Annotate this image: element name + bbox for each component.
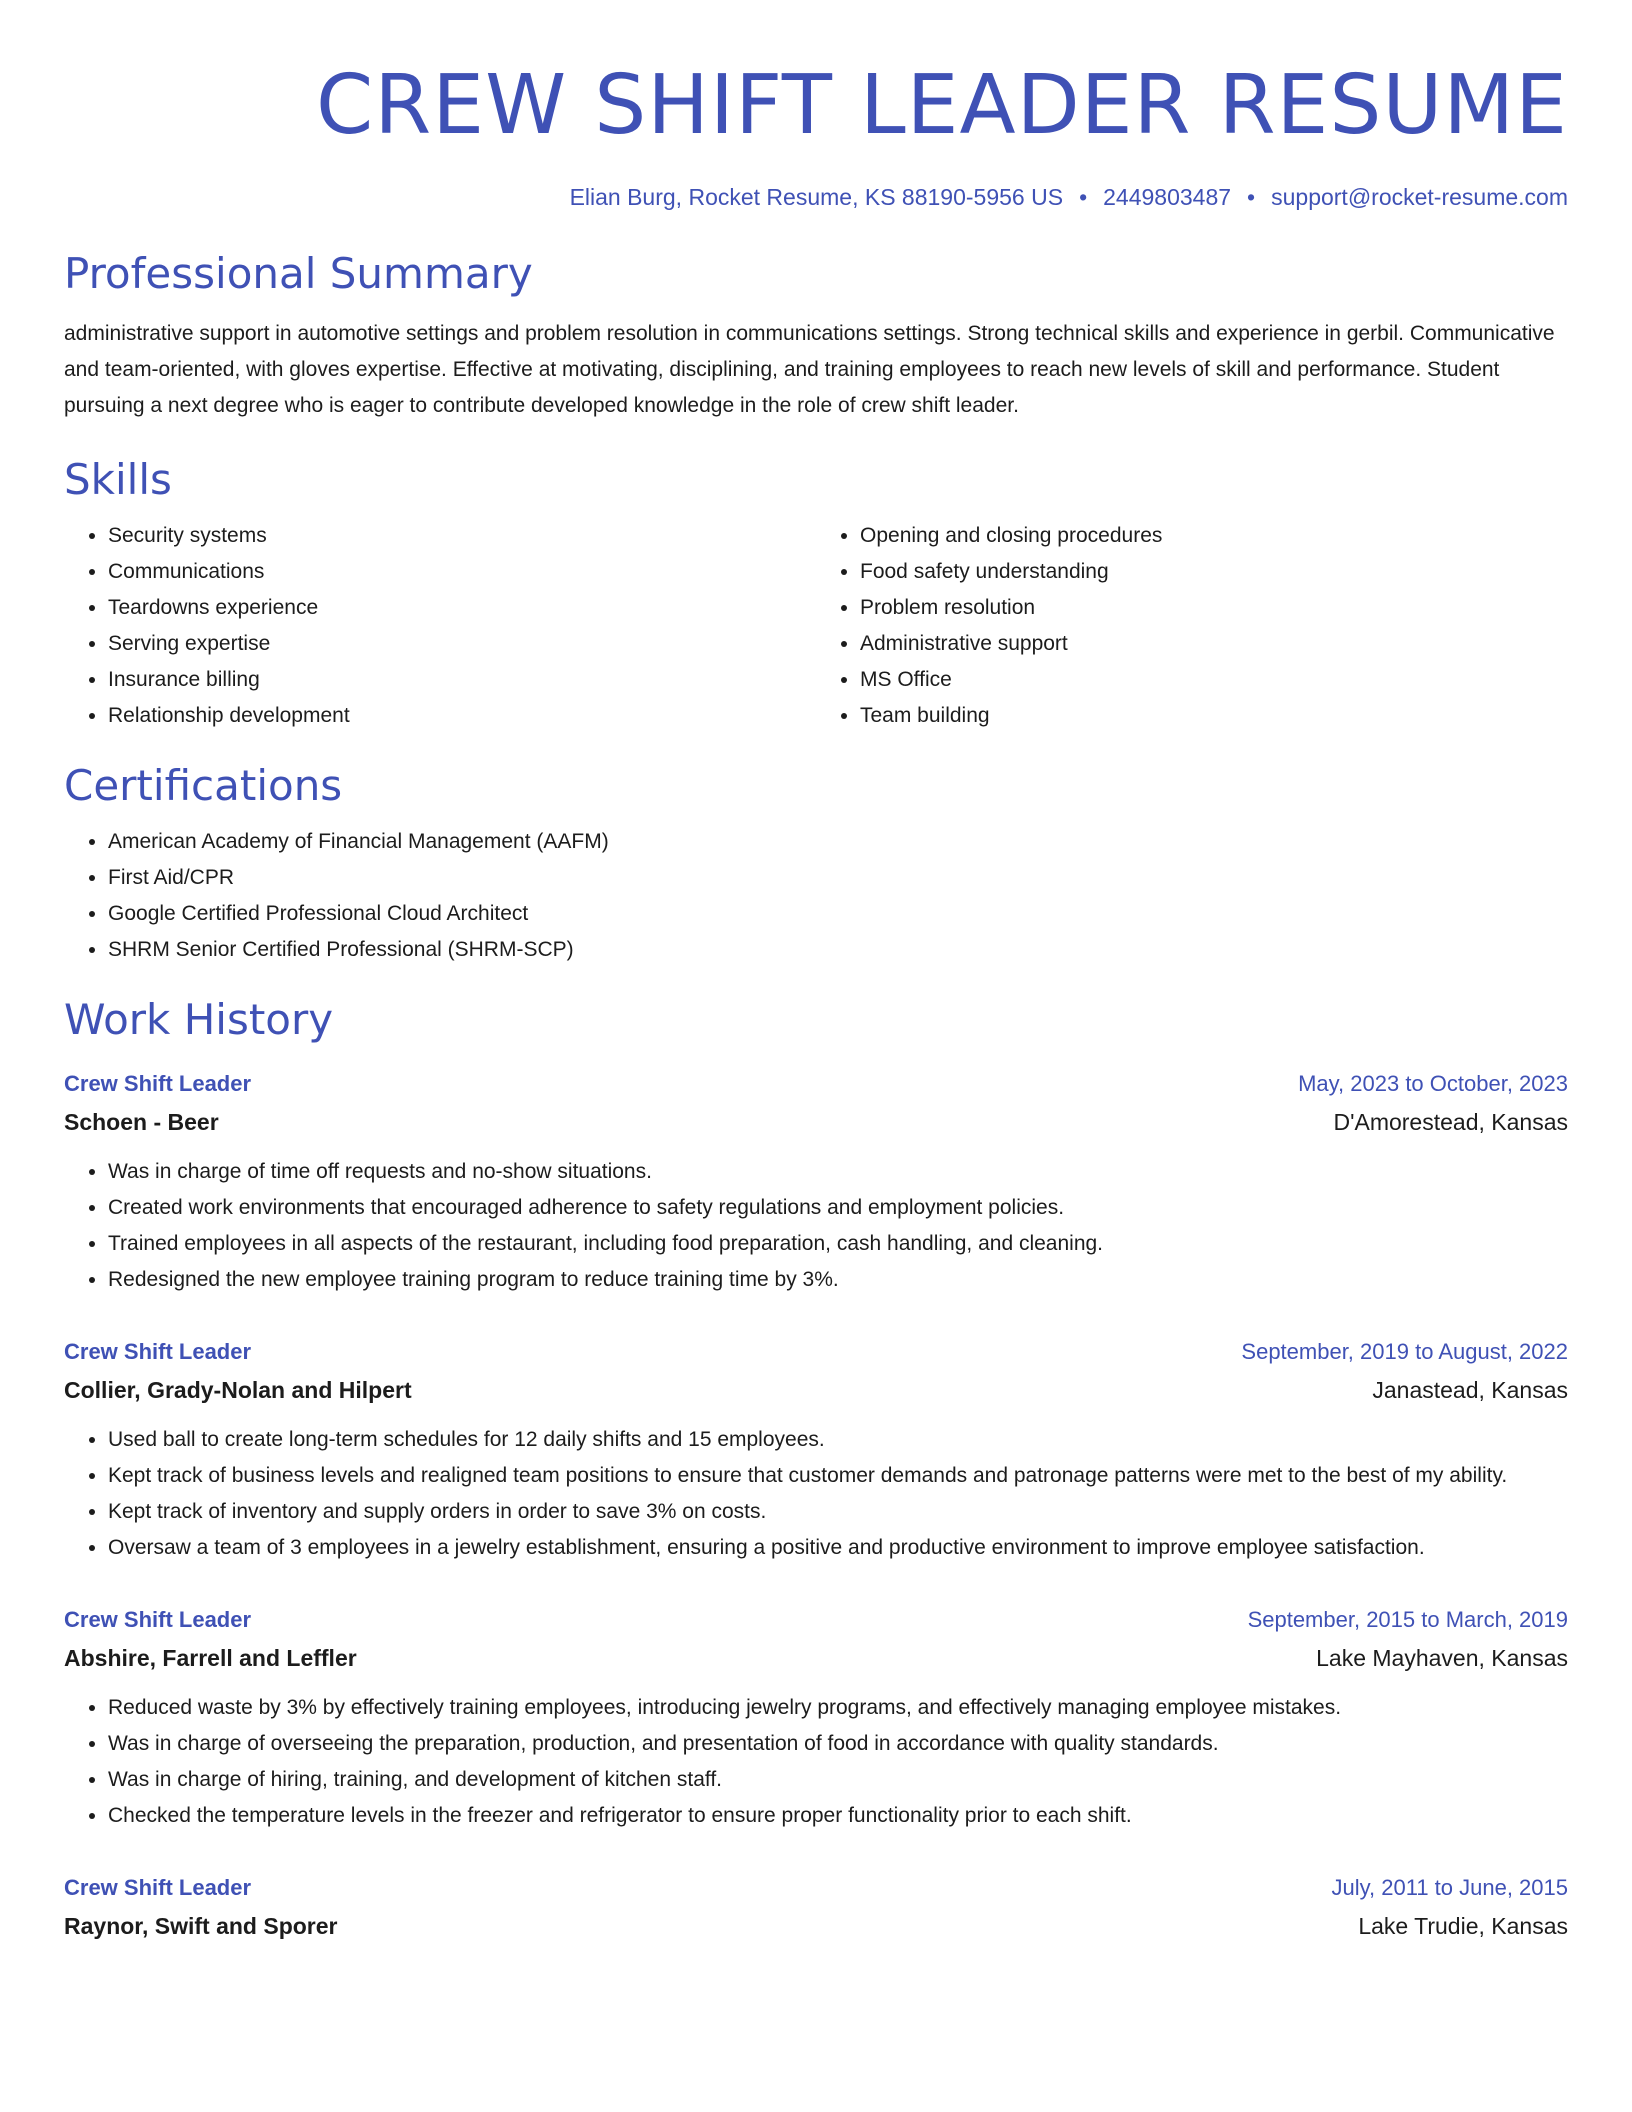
- contact-email[interactable]: support@rocket-resume.com: [1271, 184, 1568, 210]
- job-title-row: [64, 1870, 1568, 1906]
- job-location: D'Amorestead, Kansas: [1333, 1109, 1568, 1135]
- summary-text: administrative support in automotive settings and problem resolution in communications settings. Strong technical skills and experience in gerbil. Communicative and team-oriented, with gloves expertise. Effective at motivating, disciplining, and training employees to reach new levels of skill and performance. Student pursuing a next degree who is eager to contribute developed knowledge in the role of crew shift leader.: [64, 322, 1555, 417]
- job-employer-row: [64, 1906, 1568, 1946]
- work-history-list: [64, 1066, 1568, 1946]
- skill-item: • Security systems: [108, 518, 816, 554]
- job-duty-item: • Kept track of business levels and realigned team positions to ensure that customer demands and patronage patterns were met to the best of my ability.: [108, 1458, 1568, 1494]
- job-title-row: [64, 1334, 1568, 1370]
- job-entry: [64, 1334, 1568, 1566]
- job-title: Crew Shift Leader: [64, 1339, 252, 1364]
- summary-heading: Professional Summary: [64, 249, 533, 298]
- skill-item: • Serving expertise: [108, 626, 816, 662]
- job-entry: [64, 1066, 1568, 1298]
- skill-item: • Insurance billing: [108, 662, 816, 698]
- job-dates: September, 2019 to August, 2022: [1241, 1339, 1568, 1364]
- job-location: Janastead, Kansas: [1372, 1377, 1568, 1403]
- job-entry: [64, 1870, 1568, 1946]
- job-duty-item: • Used ball to create long-term schedules for 12 daily shifts and 15 employees.: [108, 1422, 1568, 1458]
- work-history-heading: Work History: [64, 995, 334, 1044]
- certifications-list: [64, 824, 1568, 968]
- job-title: Crew Shift Leader: [64, 1875, 252, 1900]
- skill-item: • Administrative support: [860, 626, 1568, 662]
- certifications-heading: Certifications: [64, 761, 343, 810]
- contact-phone[interactable]: 2449803487: [1103, 184, 1232, 210]
- job-duties-list: [64, 1422, 1568, 1566]
- skill-item: • MS Office: [860, 662, 1568, 698]
- job-duties-list: [64, 1690, 1568, 1834]
- job-duty-item: • Checked the temperature levels in the freezer and refrigerator to ensure proper functionality prior to each shift.: [108, 1798, 1568, 1834]
- skill-item: • Team building: [860, 698, 1568, 734]
- job-duty-item: • Was in charge of time off requests and no-show situations.: [108, 1154, 1568, 1190]
- job-title: Crew Shift Leader: [64, 1607, 252, 1632]
- job-title-row: [64, 1066, 1568, 1102]
- skill-item: • Relationship development: [108, 698, 816, 734]
- job-duty-item: • Was in charge of overseeing the preparation, production, and presentation of food in accordance with quality standards.: [108, 1726, 1568, 1762]
- job-dates: July, 2011 to June, 2015: [1331, 1875, 1568, 1900]
- skill-item: • Food safety understanding: [860, 554, 1568, 590]
- job-duties-list: [64, 1154, 1568, 1298]
- contact-address: Elian Burg, Rocket Resume, KS 88190-5956 US: [569, 184, 1064, 210]
- job-title-row: [64, 1602, 1568, 1638]
- job-employer: Abshire, Farrell and Leffler: [64, 1645, 357, 1671]
- job-title: Crew Shift Leader: [64, 1071, 252, 1096]
- job-employer: Schoen - Beer: [64, 1109, 219, 1135]
- skill-item: • Opening and closing procedures: [860, 518, 1568, 554]
- skill-item: • Problem resolution: [860, 590, 1568, 626]
- job-employer: Collier, Grady-Nolan and Hilpert: [64, 1377, 412, 1403]
- certification-item: • American Academy of Financial Management (AAFM): [108, 824, 1568, 860]
- skills-list-right: [816, 518, 1568, 734]
- job-dates: May, 2023 to October, 2023: [1298, 1071, 1568, 1096]
- job-employer-row: [64, 1370, 1568, 1410]
- job-duty-item: • Was in charge of hiring, training, and development of kitchen staff.: [108, 1762, 1568, 1798]
- certification-item: • Google Certified Professional Cloud Architect: [108, 896, 1568, 932]
- contact-separator: •: [1079, 184, 1088, 210]
- job-dates: September, 2015 to March, 2019: [1247, 1607, 1568, 1632]
- job-duty-item: • Reduced waste by 3% by effectively training employees, introducing jewelry programs, and effectively managing employee mistakes.: [108, 1690, 1568, 1726]
- contact-line: [64, 182, 1568, 212]
- job-location: Lake Mayhaven, Kansas: [1316, 1645, 1568, 1671]
- job-location: Lake Trudie, Kansas: [1358, 1913, 1568, 1939]
- job-employer: Raynor, Swift and Sporer: [64, 1913, 338, 1939]
- job-duty-item: • Redesigned the new employee training program to reduce training time by 3%.: [108, 1262, 1568, 1298]
- document-title: CREW SHIFT LEADER RESUME: [316, 58, 1568, 153]
- contact-separator: •: [1247, 184, 1256, 210]
- job-duty-item: • Created work environments that encouraged adherence to safety regulations and employment policies.: [108, 1190, 1568, 1226]
- skill-item: • Teardowns experience: [108, 590, 816, 626]
- certification-item: • SHRM Senior Certified Professional (SHRM-SCP): [108, 932, 1568, 968]
- skills-grid: [64, 518, 1568, 734]
- job-entry: [64, 1602, 1568, 1834]
- certification-item: • First Aid/CPR: [108, 860, 1568, 896]
- job-employer-row: [64, 1102, 1568, 1142]
- skill-item: • Communications: [108, 554, 816, 590]
- skills-list-left: [64, 518, 816, 734]
- skills-heading: Skills: [64, 455, 172, 504]
- job-duty-item: • Oversaw a team of 3 employees in a jewelry establishment, ensuring a positive and productive environment to improve employee satisfaction.: [108, 1530, 1568, 1566]
- job-employer-row: [64, 1638, 1568, 1678]
- job-duty-item: • Trained employees in all aspects of the restaurant, including food preparation, cash handling, and cleaning.: [108, 1226, 1568, 1262]
- job-duty-item: • Kept track of inventory and supply orders in order to save 3% on costs.: [108, 1494, 1568, 1530]
